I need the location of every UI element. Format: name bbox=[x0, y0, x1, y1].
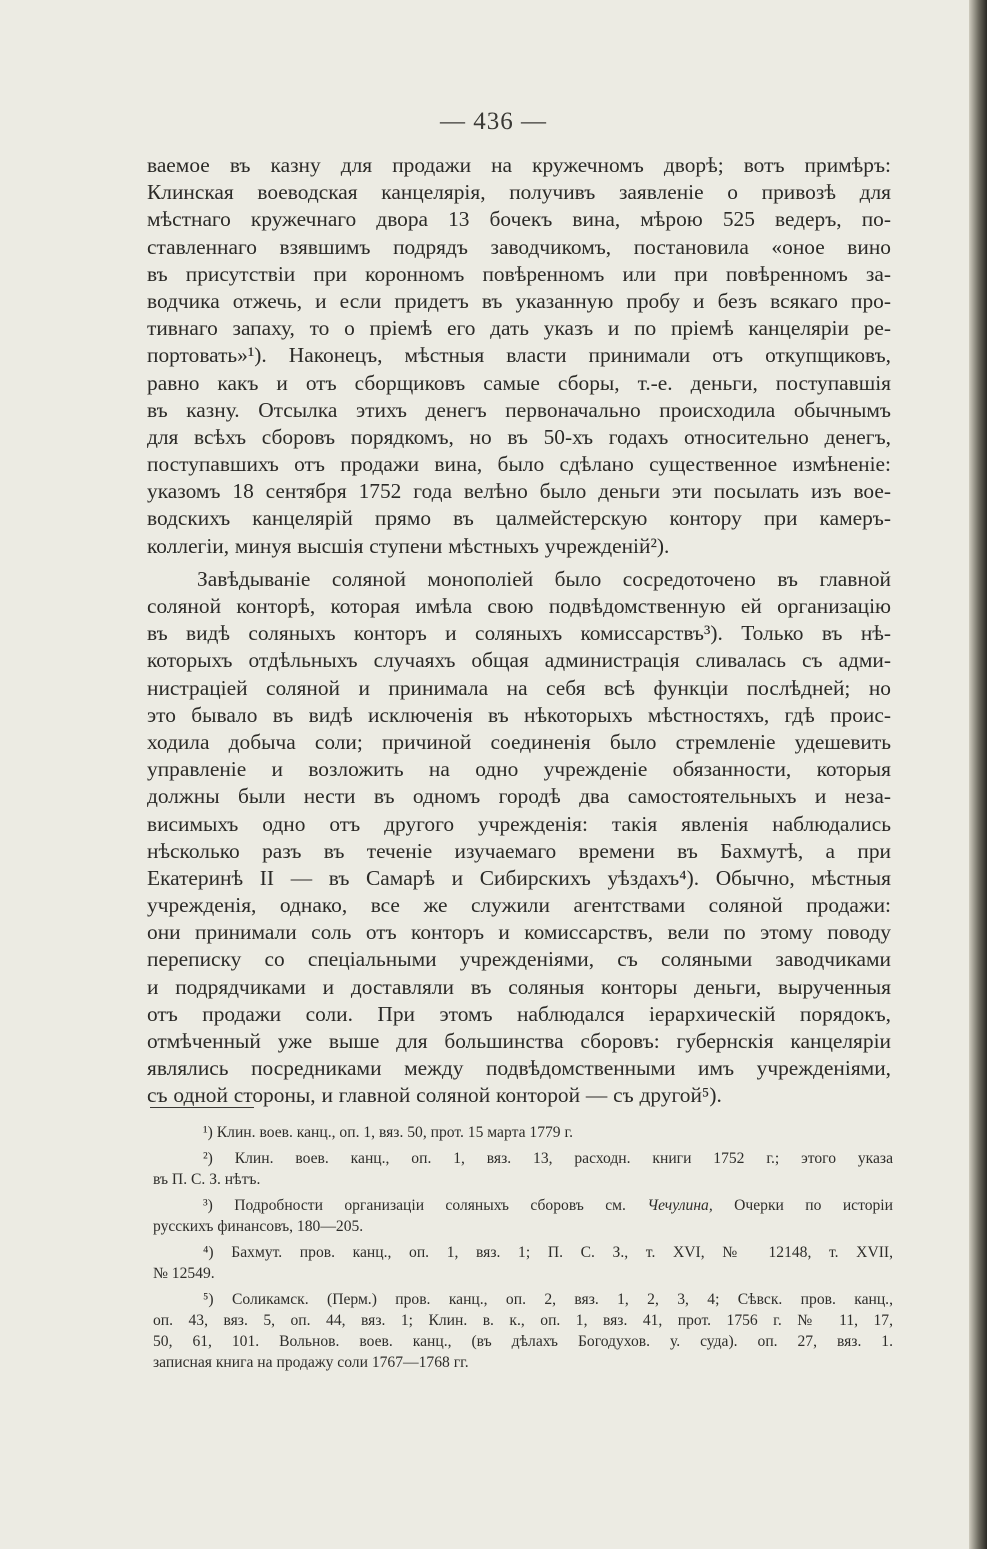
text-line: въ присутствіи при коронномъ повѣренномъ или при повѣренномъ за- bbox=[147, 261, 891, 286]
text-line: Екатеринѣ II — въ Самарѣ и Сибирскихъ уѣздахъ⁴). Обычно, мѣстныя bbox=[147, 865, 891, 890]
footnote-divider bbox=[150, 1107, 254, 1108]
main-text bbox=[147, 152, 891, 1110]
text-line: поступавшихъ отъ продажи вина, было сдѣлано существенное измѣненіе: bbox=[147, 452, 891, 477]
footnote-marker: ³) bbox=[203, 1197, 213, 1214]
footnote-5-cont: 50, 61, 101. Вольнов. воев. канц., (въ дѣлахъ Богодухов. у. суда). оп. 27, вяз. 1. bbox=[153, 1333, 893, 1350]
text-line: отмѣченный уже выше для большинства сборовъ: губернскія канцеляріи bbox=[147, 1029, 891, 1053]
footnote-4-cont: № 12549. bbox=[153, 1265, 215, 1282]
text-line: равно какъ и отъ сборщиковъ самые сборы, т.-е. деньги, поступавшія bbox=[147, 370, 891, 395]
text-line: Клинская воеводская канцелярія, получивъ заявленіе о привозѣ для bbox=[147, 180, 891, 205]
text-line: указомъ 18 сентября 1752 года велѣно было деньги эти посылать изъ вое- bbox=[147, 479, 891, 504]
footnote-1: ¹) Клин. воев. канц., оп. 1, вяз. 50, прот. 15 марта 1779 г. bbox=[203, 1124, 574, 1141]
text-line: которыхъ отдѣльныхъ случаяхъ общая администрація сливалась съ адми- bbox=[147, 648, 891, 673]
text-line: Завѣдываніе соляной монополіей было сосредоточено въ главной bbox=[197, 566, 891, 591]
text-line: тивнаго запаху, то о пріемѣ его дать указъ и по пріемѣ канцеляріи ре- bbox=[147, 316, 891, 341]
text-line: водчика отжечь, и если придетъ въ указанную пробу и безъ всякаго про- bbox=[147, 288, 891, 313]
text-line: для всѣхъ сборовъ порядкомъ, но въ 50-хъ годахъ относительно денегъ, bbox=[147, 424, 891, 449]
text-line: должны были нести въ одномъ городѣ два самостоятельныхъ и неза- bbox=[147, 784, 891, 809]
footnote-2-cont: въ П. С. З. нѣтъ. bbox=[153, 1171, 261, 1188]
text-line: въ казну. Отсылка этихъ денегъ первоначально происходила обычнымъ bbox=[147, 397, 891, 422]
text-line: коллегіи, минуя высшія ступени мѣстныхъ учрежденій²). bbox=[147, 533, 670, 558]
footnote-marker: ⁴) bbox=[203, 1244, 214, 1261]
author-name: Чечулина, bbox=[647, 1197, 713, 1214]
footnote-2: ²) Клин. воев. канц., оп. 1, вяз. 13, расходн. книги 1752 г.; этого указа bbox=[203, 1150, 893, 1167]
footnote-3-cont: русскихъ финансовъ, 180—205. bbox=[153, 1218, 364, 1235]
text-line: переписку со спеціальными учрежденіями, съ соляными заводчиками bbox=[147, 947, 891, 972]
footnote-5-cont: записная книга на продажу соли 1767—1768 гг. bbox=[153, 1354, 469, 1371]
text-line: управленіе и возложить на одно учрежденіе обязанности, которыя bbox=[147, 757, 891, 782]
text-line: водскихъ канцелярій прямо въ цалмейстерскую контору при камеръ- bbox=[147, 506, 891, 531]
footnote-4: ⁴) Бахмут. пров. канц., оп. 1, вяз. 1; П. С. З., т. XVI, № 12148, т. XVII, bbox=[203, 1244, 893, 1261]
text-line: соляной конторѣ, которая имѣла свою подвѣдомственную ей организацію bbox=[147, 594, 891, 618]
footnote-marker: ¹) bbox=[203, 1124, 213, 1141]
footnotes bbox=[153, 1122, 893, 1373]
footnote-5: ⁵) Соликамск. (Перм.) пров. канц., оп. 2, вяз. 1, 2, 3, 4; Сѣвск. пров. канц., bbox=[203, 1291, 893, 1308]
footnote-marker: ²) bbox=[203, 1150, 213, 1167]
text-line: въ видѣ соляныхъ конторъ и соляныхъ комиссарствъ³). Только въ нѣ- bbox=[147, 621, 891, 646]
text-line: являлись посредниками между подвѣдомственными имъ учрежденіями, bbox=[147, 1056, 891, 1081]
text-line: ходила добыча соли; причиной соединенія было стремленіе удешевить bbox=[147, 729, 891, 754]
text-line: мѣстнаго кружечнаго двора 13 бочекъ вина, мѣрою 525 ведеръ, по- bbox=[147, 207, 891, 232]
text-line: нѣсколько разъ въ теченіе изучаемаго времени въ Бахмутѣ, а при bbox=[147, 838, 891, 863]
text-line: и подрядчиками и доставляли въ соляныя конторы деньги, вырученныя bbox=[147, 974, 891, 999]
footnote-5-cont: оп. 43, вяз. 5, оп. 44, вяз. 1; Клин. в. к., оп. 1, вяз. 41, прот. 1756 г. № 11, 17, bbox=[153, 1312, 893, 1329]
text-line: висимыхъ одно отъ другого учрежденія: такія явленія наблюдались bbox=[147, 811, 891, 836]
text-line: нистраціей соляной и принимала на себя всѣ функціи послѣдней; но bbox=[147, 675, 891, 700]
footnote-3: ³) Подробности организаціи соляныхъ сборовъ см. Чечулина, Очерки по исторіи bbox=[203, 1197, 893, 1214]
text-line: это бывало въ видѣ исключенія въ нѣкоторыхъ мѣстностяхъ, гдѣ проис- bbox=[147, 702, 891, 727]
footnote-marker: ⁵) bbox=[203, 1291, 214, 1308]
text-line: портовать»¹). Наконецъ, мѣстныя власти принимали отъ откупщиковъ, bbox=[147, 343, 891, 368]
text-line: ваемое въ казну для продажи на кружечномъ дворѣ; вотъ примѣръ: bbox=[147, 153, 891, 177]
page-edge-shadow bbox=[969, 0, 987, 1549]
text-line: они принимали соль отъ конторъ и комиссарствъ, вели по этому поводу bbox=[147, 920, 891, 945]
text-line: отъ продажи соли. При этомъ наблюдался іерархическій порядокъ, bbox=[147, 1001, 891, 1026]
page-number: — 436 — bbox=[440, 108, 547, 135]
text-line: учрежденія, однако, все же служили агентствами соляной продажи: bbox=[147, 893, 891, 918]
text-line: съ одной стороны, и главной соляной конторой — съ другой⁵). bbox=[147, 1083, 722, 1108]
text-line: ставленнаго взявшимъ подрядъ заводчикомъ, постановила «оное вино bbox=[147, 234, 891, 259]
